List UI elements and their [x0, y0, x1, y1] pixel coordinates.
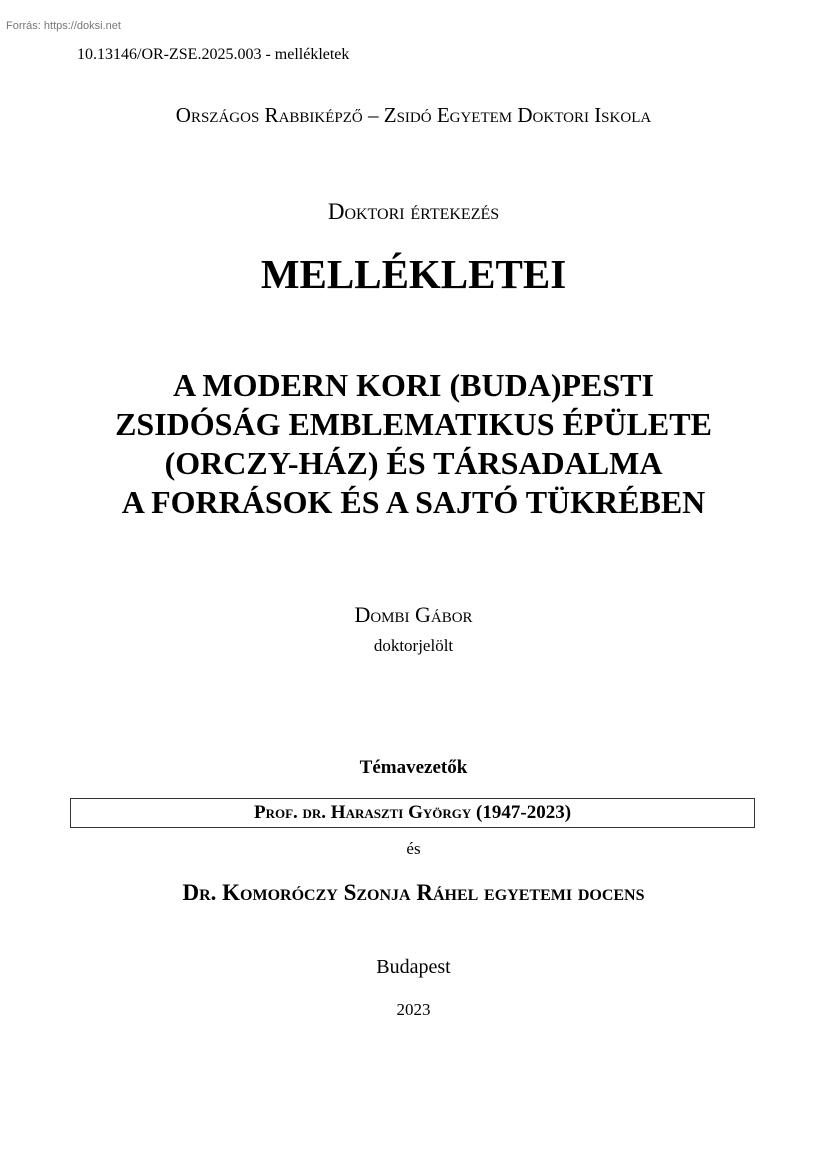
supervisors-label: Témavezetők — [359, 757, 468, 778]
title-line: ZSIDÓSÁG EMBLEMATIKUS ÉPÜLETE — [115, 406, 712, 442]
supervisor-1-name: Prof. dr. Haraszti György — [253, 802, 472, 823]
supervisor-1-years: (1947-2023) — [476, 802, 572, 823]
school-name: Országos Rabbiképző – Zsidó Egyetem Doktori Iskola — [175, 103, 652, 127]
doi-header: 10.13146/OR-ZSE.2025.003 - mellékletek — [77, 46, 350, 63]
annex-title: MELLÉKLETEI — [260, 251, 567, 297]
title-line: A FORRÁSOK ÉS A SAJTÓ TÜKRÉBEN — [121, 484, 706, 520]
city: Budapest — [376, 956, 451, 978]
year: 2023 — [396, 1000, 431, 1019]
supervisor-1-box — [70, 798, 755, 828]
document-kind: Doktori értekezés — [327, 199, 500, 224]
conjunction: és — [406, 839, 421, 858]
source-watermark: Forrás: https://doksi.net — [6, 20, 121, 32]
supervisor-2: Dr. Komoróczy Szonja Ráhel egyetemi docens — [182, 880, 645, 905]
dissertation-title — [0, 366, 827, 522]
author-name: Dombi Gábor — [354, 602, 473, 627]
author-role: doktorjelölt — [373, 636, 454, 655]
title-line: (ORCZY-HÁZ) ÉS TÁRSADALMA — [164, 445, 663, 481]
title-line: A MODERN KORI (BUDA)PESTI — [173, 367, 654, 403]
